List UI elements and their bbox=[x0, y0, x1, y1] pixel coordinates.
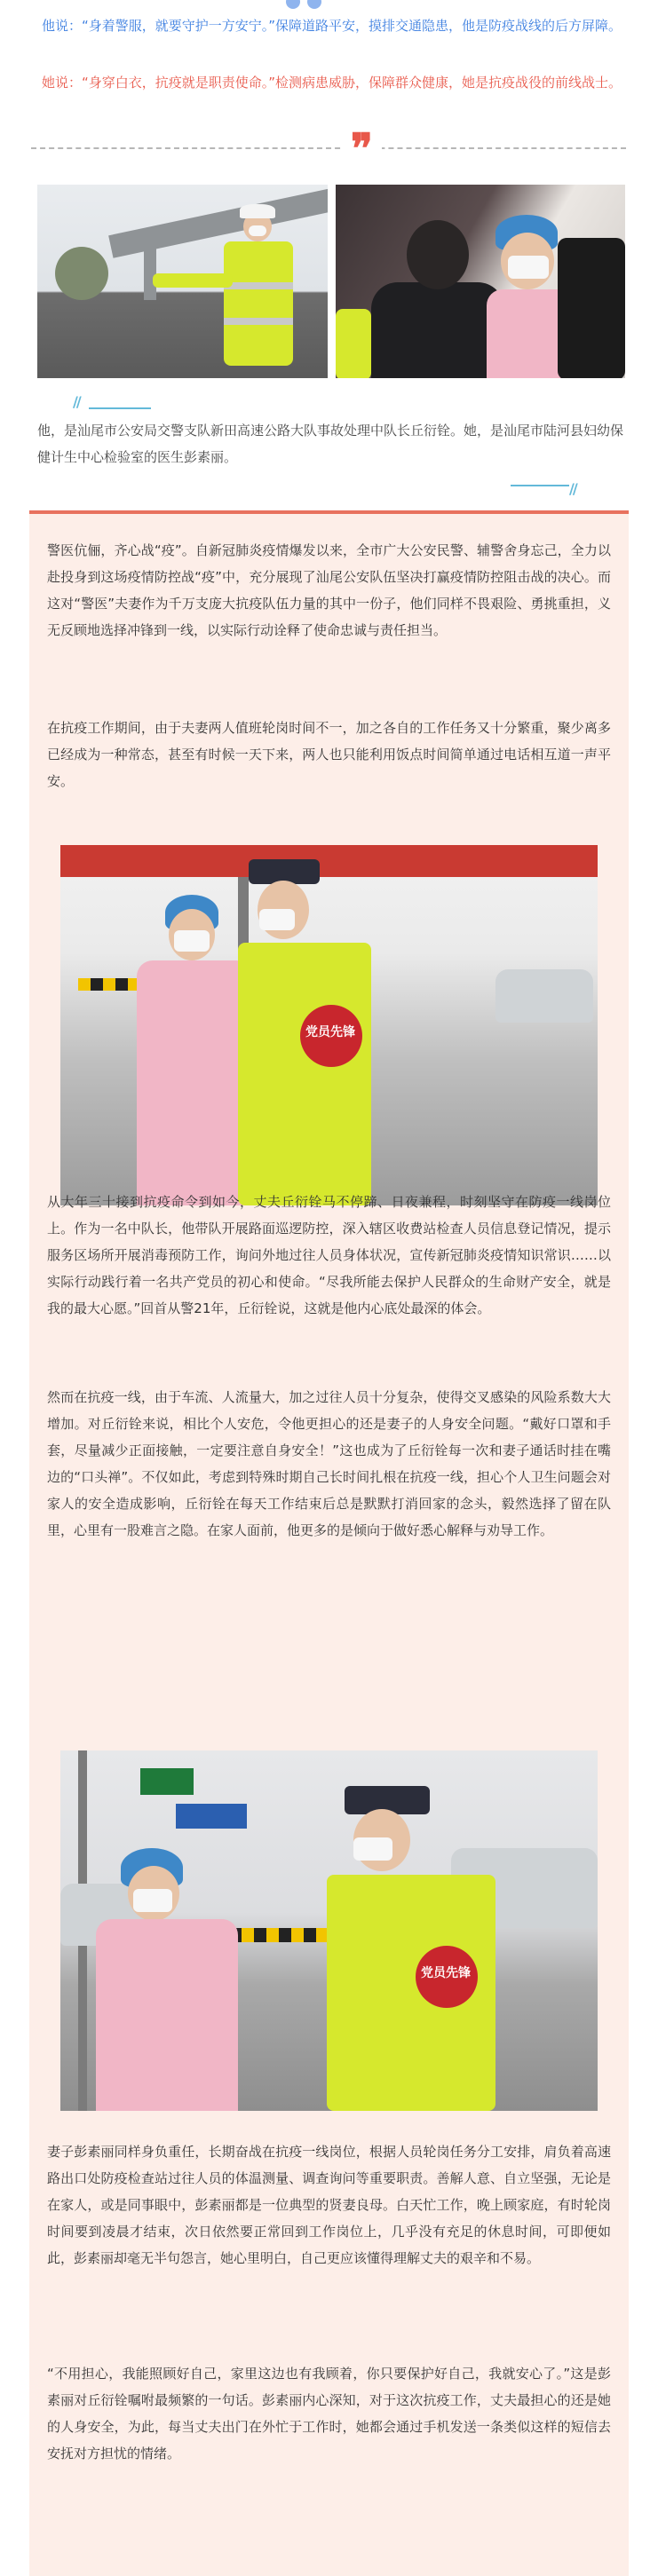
nurse-coat bbox=[137, 960, 252, 1205]
parked-car bbox=[495, 969, 593, 1023]
vest-stripe bbox=[224, 318, 293, 325]
car-door bbox=[558, 238, 625, 378]
face-mask bbox=[508, 256, 549, 279]
overpass-pillar bbox=[144, 238, 156, 300]
photo-checkpoint-car bbox=[336, 185, 625, 378]
photo-couple-highway-exit bbox=[60, 1750, 598, 2111]
reflective-vest bbox=[238, 943, 371, 1205]
top-decoration bbox=[286, 0, 321, 9]
dashed-line bbox=[31, 147, 626, 149]
photo-couple-toll-station bbox=[60, 845, 598, 1205]
paragraph: 在抗疫工作期间，由于夫妻两人值班轮岗时间不一，加之各自的工作任务又十分繁重，聚少离多已经成为一种常态，甚至有时候一天下来，两人也只能利用饭点时间简单通过电话相互道一声平安。 bbox=[47, 720, 611, 789]
quote-mark-icon: ❞ bbox=[342, 133, 382, 163]
photo-caption: 他，是汕尾市公安局交警支队新田高速公路大队事故处理中队长丘衍铨。她，是汕尾市陆河县妇幼保健计生中心检验室的医生彭素丽。 bbox=[37, 423, 624, 465]
vest-partial bbox=[336, 309, 371, 378]
tree bbox=[55, 247, 108, 300]
face-mask bbox=[174, 930, 210, 952]
slash-icon: // bbox=[569, 480, 576, 497]
face-mask bbox=[133, 1889, 172, 1912]
badge-label: 党员先锋 bbox=[421, 1966, 471, 1980]
deco-line bbox=[89, 407, 151, 409]
paragraph: “不用担心，我能照顾好自己，家里这边也有我顾着，你只要保护好自己，我就安心了。”这是彭素丽对丘衍铨嘱咐最频繁的一句话。彭素丽内心深知，对于这次抗疫工作，丈夫最担心的还是她的人身安全，为此，每当丈夫出门在外忙于工作时，她都会通过手机发送一条类似这样的短信去安抚对方担忧的情绪。 bbox=[47, 2366, 611, 2461]
paragraph: 然而在抗疫一线，由于车流、人流量大，加之过往人员十分复杂，使得交叉感染的风险系数大大增加。对丘衍铨来说，相比个人安危，令他更担心的还是妻子的人身安全问题。“戴好口罩和手套，尽量减少正面接触，一定要注意自身安全！”这也成为了丘衍铨每一次和妻子通话时挂在嘴边的“口头禅”。不仅如此，考虑到特殊时期自己长时间扎根在抗疫一线，担心个人卫生问题会对家人的安全造成影响，丘衍铨在每天工作结束后总是默默打消回家的念头，毅然选择了留在队里，心里有一股难言之隐。在家人面前，他更多的是倾向于做好悉心解释与劝导工作。 bbox=[47, 1389, 611, 1538]
deco-line bbox=[511, 485, 569, 486]
paragraph: 妻子彭素丽同样身负重任，长期奋战在抗疫一线岗位，根据人员轮岗任务分工安排，肩负着高速路出口处防疫检查站过往人员的体温测量、调查询问等重要职责。善解人意、自立坚强，无论是在家人，或是同事眼中，彭素丽都是一位典型的贤妻良母。白天忙工作，晚上顾家庭，有时轮岗时间要到凌晨才结束，次日依然要正常回到工作岗位上，几乎没有充足的休息时间，可即便如此，彭素丽却毫无半句怨言，她心里明白，自己更应该懂得理解丈夫的艰辛和不易。 bbox=[47, 2144, 611, 2266]
line-decoration-right bbox=[511, 480, 591, 498]
intro-line-doctor: 她说：“身穿白衣，抗疫就是职责使命。”检测病患威胁，保障群众健康，她是抗疫战役的前线战士。 bbox=[42, 75, 622, 91]
intro-line-police: 他说：“身着警服，就要守护一方安宁。”保障道路平安，摸排交通隐患，他是防疫战线的后方屏障。 bbox=[42, 18, 622, 34]
face-mask bbox=[259, 909, 295, 930]
dot-icon bbox=[307, 0, 321, 9]
vest-stripe bbox=[224, 282, 293, 289]
officer-back bbox=[371, 282, 504, 378]
face-mask bbox=[353, 1837, 392, 1861]
officer-arm bbox=[153, 273, 233, 288]
toll-canopy bbox=[60, 845, 598, 877]
dot-icon bbox=[286, 0, 300, 9]
helmet bbox=[240, 204, 275, 218]
photo-police-directing-traffic bbox=[37, 185, 328, 378]
slash-icon: // bbox=[73, 393, 80, 410]
paragraph: 从大年三十接到抗疫命令到如今，丈夫丘衍铨马不停蹄、日夜兼程，时刻坚守在防疫一线岗位上。作为一名中队长，他带队开展路面巡逻防控，深入辖区收费站检查人员信息登记情况，提示服务区场所开展消毒预防工作，询问外地过往人员身体状况，宣传新冠肺炎疫情知识常识……以实际行动践行着一名共产党员的初心和使命。“尽我所能去保护人民群众的生命财产安全，就是我的最大心愿。”回首从警21年，丘衍铨说，这就是他内心底处最深的体会。 bbox=[47, 1194, 611, 1316]
badge-label: 党员先锋 bbox=[305, 1025, 355, 1039]
reflective-vest bbox=[224, 241, 293, 366]
face-mask bbox=[249, 225, 266, 236]
road-sign bbox=[176, 1804, 247, 1829]
nurse-coat bbox=[96, 1919, 238, 2111]
overpass bbox=[108, 187, 328, 257]
road-sign bbox=[140, 1768, 194, 1795]
quote-divider bbox=[31, 124, 626, 172]
line-decoration-left bbox=[73, 393, 153, 411]
story-panel bbox=[29, 510, 629, 2576]
paragraph: 警医伉俪，齐心战“疫”。自新冠肺炎疫情爆发以来，全市广大公安民警、辅警舍身忘己，全力以赴投身到这场疫情防控战“疫”中，充分展现了汕尾公安队伍坚决打赢疫情防控阻击战的决心。而这对“警医”夫妻作为千万支庞大抗疫队伍力量的其中一份子，他们同样不畏艰险、勇挑重担，义无反顾地选择冲锋到一线，以实际行动诠释了使命忠诚与责任担当。 bbox=[47, 542, 611, 638]
officer-head bbox=[407, 220, 469, 289]
